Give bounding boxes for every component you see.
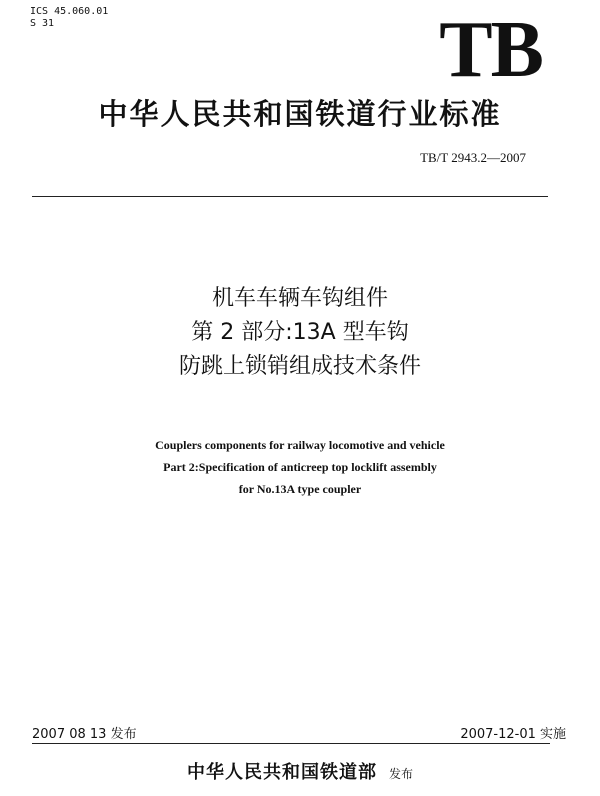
chinese-title-line-1: 机车车辆车钩组件 [211, 286, 388, 311]
issuer-suffix: 发布 [388, 767, 413, 781]
issuer-name: 中华人民共和国铁道部 [186, 762, 377, 783]
bottom-divider [32, 743, 550, 744]
issuer-line [0, 758, 600, 784]
chinese-title-line-3: 防跳上锁销组成技术条件 [178, 354, 421, 379]
chinese-title-line-2: 第 2 部分:13A 型车钩 [191, 320, 409, 345]
english-title-line-1: Couplers components for railway locomotive and vehicle [155, 438, 445, 452]
tb-logo: TB [439, 6, 542, 94]
english-title-line-2: Part 2:Specification of anticreep top locklift assembly [163, 460, 437, 474]
chinese-title [0, 282, 600, 384]
implement-date: 2007-12-01 实施 [460, 727, 566, 742]
classification-codes [30, 6, 108, 30]
english-title-line-3: for No.13A type coupler [238, 482, 362, 496]
ics-code: ICS 45.060.01 [30, 6, 109, 17]
class-code: S 31 [30, 18, 55, 29]
standard-number: TB/T 2943.2—2007 [420, 150, 526, 165]
english-title [0, 434, 600, 500]
publish-date: 2007 08 13 发布 [32, 727, 137, 742]
top-divider [32, 196, 548, 197]
standard-title: 中华人民共和国铁道行业标准 [98, 97, 502, 131]
